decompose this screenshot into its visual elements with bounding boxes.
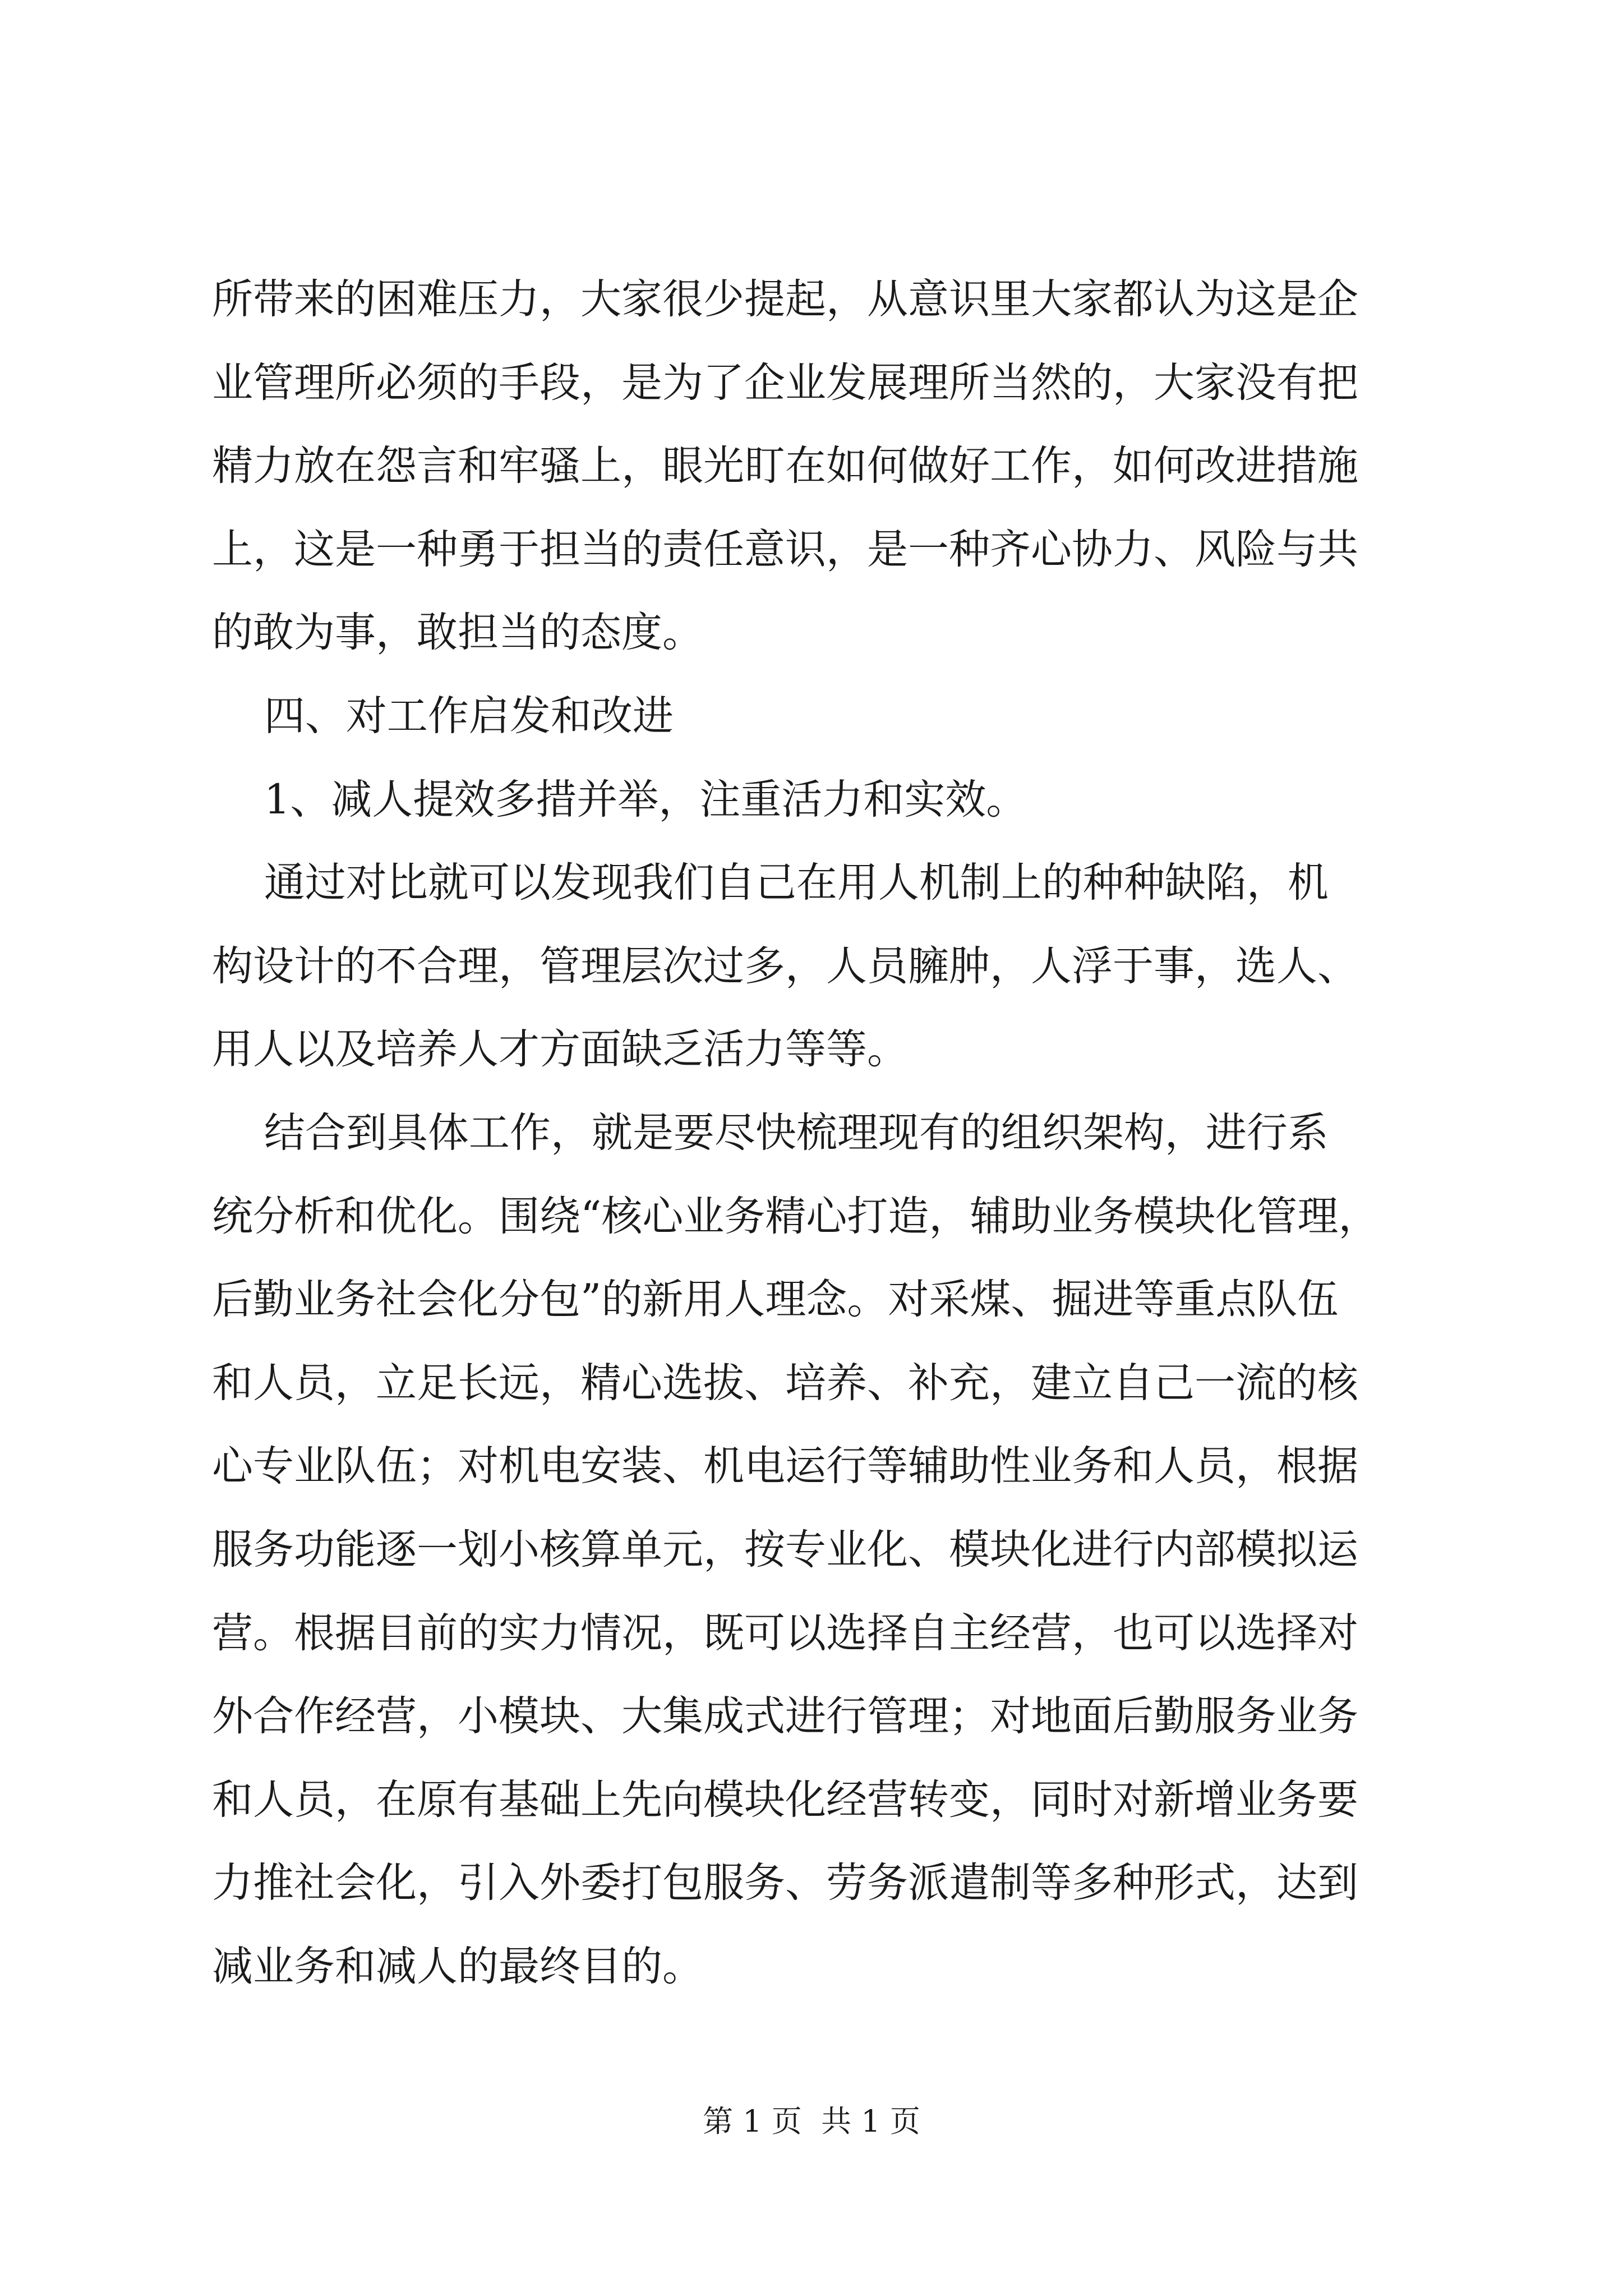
text-line: 所带来的困难压力，大家很少提起，从意识里大家都认为这是企 xyxy=(212,275,1358,323)
text-line: 和人员，在原有基础上先向模块化经营转变，同时对新增业务要 xyxy=(212,1775,1358,1824)
text-line: 的敢为事，敢担当的态度。 xyxy=(212,609,703,657)
text-line: 构设计的不合理，管理层次过多，人员臃肿，人浮于事，选人、 xyxy=(212,942,1358,990)
text-line: 营。根据目前的实力情况，既可以选择自主经营，也可以选择对 xyxy=(212,1609,1358,1657)
text-line: 业管理所必须的手段，是为了企业发展理所当然的，大家没有把 xyxy=(212,358,1358,407)
section-heading: 四、对工作启发和改进 xyxy=(212,692,674,740)
text-line: 力推社会化，引入外委打包服务、劳务派遣制等多种形式，达到 xyxy=(212,1859,1358,1907)
text-line: 心专业队伍；对机电安装、机电运行等辅助性业务和人员，根据 xyxy=(212,1442,1358,1490)
subsection-heading: 1、减人提效多措并举，注重活力和实效。 xyxy=(212,775,1027,823)
text-line: 统分析和优化。围绕“核心业务精心打造，辅助业务模块化管理， xyxy=(212,1192,1380,1240)
page-number-footer: 第 1 页 共 1 页 xyxy=(703,2104,920,2139)
text-line: 后勤业务社会化分包”的新用人理念。对采煤、掘进等重点队伍 xyxy=(212,1276,1339,1324)
document-body xyxy=(212,258,1432,2008)
text-line: 和人员，立足长远，精心选拔、培养、补充，建立自己一流的核 xyxy=(212,1359,1358,1407)
text-line: 服务功能逐一划小核算单元，按专业化、模块化进行内部模拟运 xyxy=(212,1525,1358,1573)
text-line: 外合作经营，小模块、大集成式进行管理；对地面后勤服务业务 xyxy=(212,1692,1358,1741)
text-line: 结合到具体工作，就是要尽快梳理现有的组织架构，进行系 xyxy=(212,1108,1329,1157)
text-line: 用人以及培养人才方面缺乏活力等等。 xyxy=(212,1025,908,1074)
text-line: 通过对比就可以发现我们自己在用人机制上的种种缺陷，机 xyxy=(212,859,1329,907)
text-line: 精力放在怨言和牢骚上，眼光盯在如何做好工作，如何改进措施 xyxy=(212,442,1358,490)
text-line: 减业务和减人的最终目的。 xyxy=(212,1942,703,1990)
text-line: 上，这是一种勇于担当的责任意识，是一种齐心协力、风险与共 xyxy=(212,525,1358,573)
